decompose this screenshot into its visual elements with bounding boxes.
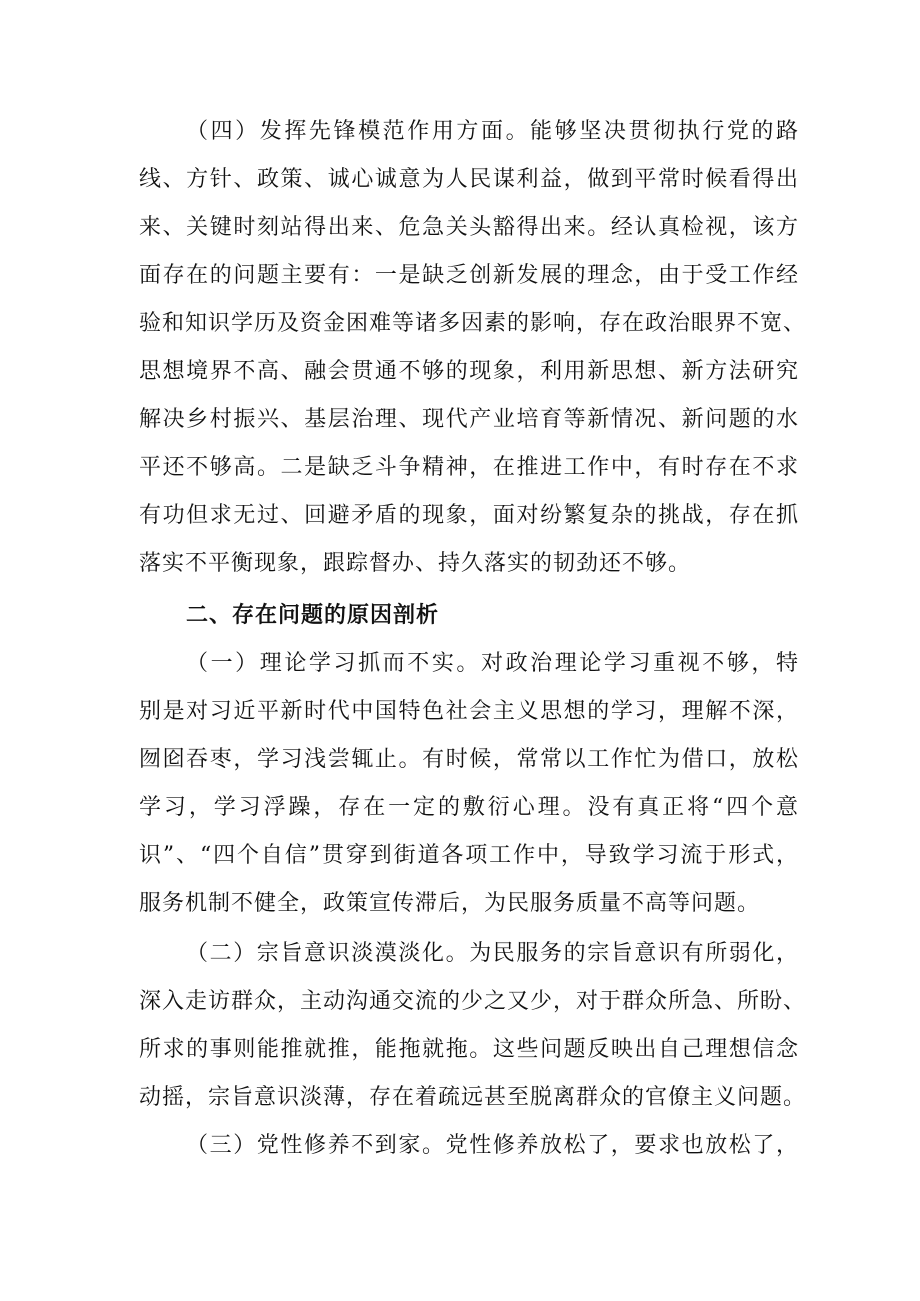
paragraph-line: 动摇，宗旨意识淡薄，存在着疏远甚至脱离群众的官僚主义问题。 bbox=[139, 1085, 807, 1110]
paragraph-line: （一）理论学习抓而不实。对政治理论学习重视不够，特 bbox=[186, 651, 799, 676]
paragraph-line: 平还不够高。二是缺乏斗争精神，在推进工作中，有时存在不求 bbox=[139, 455, 799, 480]
paragraph-line: 解决乡村振兴、基层治理、现代产业培育等新情况、新问题的水 bbox=[139, 407, 799, 432]
paragraph-line: 学习，学习浮躁，存在一定的敷衍心理。没有真正将“四个意 bbox=[139, 795, 799, 820]
paragraph-line: 所求的事则能推就推，能拖就拖。这些问题反映出自己理想信念 bbox=[139, 1037, 799, 1062]
paragraph-line: 线、方针、政策、诚心诚意为人民谋利益，做到平常时候看得出 bbox=[139, 167, 799, 192]
paragraph-line: 落实不平衡现象，跟踪督办、持久落实的韧劲还不够。 bbox=[139, 551, 692, 576]
section-heading: 二、存在问题的原因剖析 bbox=[186, 603, 440, 628]
paragraph-line: 服务机制不健全，政策宣传滞后，为民服务质量不高等问题。 bbox=[139, 891, 761, 916]
paragraph-line: （三）党性修养不到家。党性修养放松了，要求也放松了， bbox=[186, 1133, 799, 1158]
paragraph-line: 囫囵吞枣，学习浅尝辄止。有时候，常常以工作忙为借口，放松 bbox=[139, 747, 799, 772]
paragraph-line: 验和知识学历及资金困难等诸多因素的影响，存在政治眼界不宽、 bbox=[139, 311, 807, 336]
paragraph-line: 深入走访群众，主动沟通交流的少之又少，对于群众所急、所盼、 bbox=[139, 989, 807, 1014]
paragraph-line: 有功但求无过、回避矛盾的现象，面对纷繁复杂的挑战，存在抓 bbox=[139, 503, 799, 528]
paragraph-line: （二）宗旨意识淡漠淡化。为民服务的宗旨意识有所弱化， bbox=[186, 941, 799, 966]
paragraph-line: （四）发挥先锋模范作用方面。能够坚决贯彻执行党的路 bbox=[186, 119, 799, 144]
paragraph-line: 面存在的问题主要有：一是缺乏创新发展的理念，由于受工作经 bbox=[139, 263, 799, 288]
paragraph-line: 思想境界不高、融会贯通不够的现象，利用新思想、新方法研究 bbox=[139, 359, 799, 384]
paragraph-line: 识”、“四个自信”贯穿到街道各项工作中，导致学习流于形式， bbox=[139, 843, 799, 868]
paragraph-line: 来、关键时刻站得出来、危急关头豁得出来。经认真检视，该方 bbox=[139, 215, 799, 240]
paragraph-line: 别是对习近平新时代中国特色社会主义思想的学习，理解不深， bbox=[139, 699, 799, 724]
